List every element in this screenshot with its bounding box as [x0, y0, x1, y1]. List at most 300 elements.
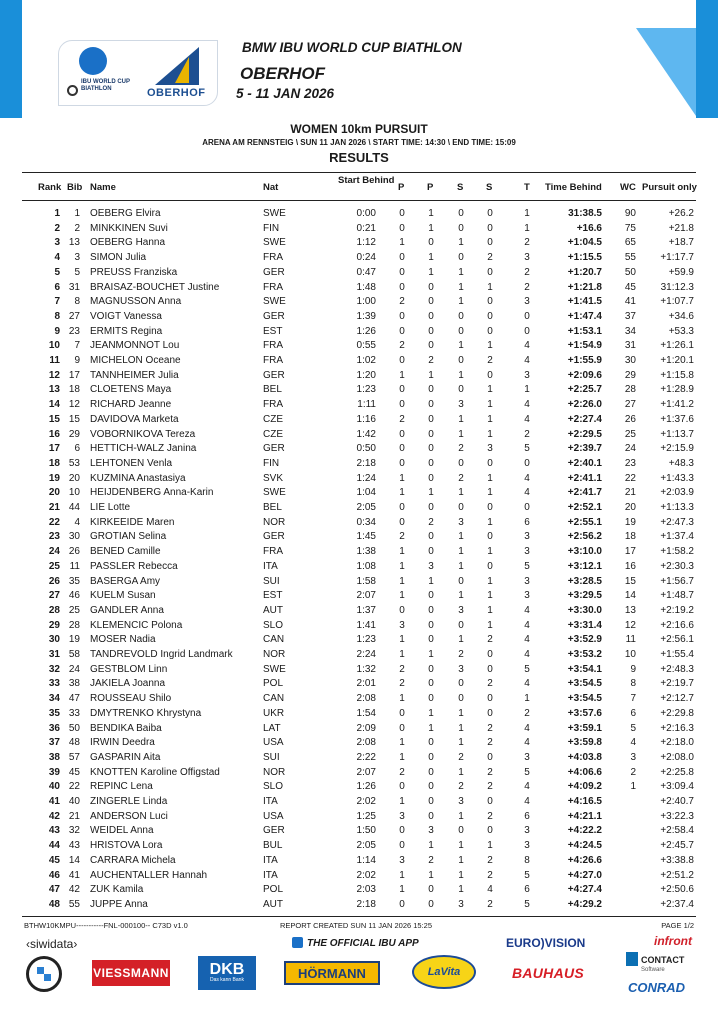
cell-pursuit-only: +2:58.4 [660, 825, 694, 837]
cell-total-misses: 4 [524, 487, 530, 499]
cell-pursuit-only: +2:12.7 [660, 693, 694, 705]
cell-start-behind: 2:09 [356, 722, 376, 734]
cell-bib: 25 [68, 604, 80, 616]
cell-wc-points: 2 [630, 766, 636, 778]
cell-wc-points: 90 [624, 208, 636, 219]
cell-start-behind: 1:00 [356, 296, 376, 308]
table-row [0, 442, 718, 456]
cell-prone-2: 0 [428, 693, 434, 705]
cell-start-behind: 0:47 [356, 266, 376, 278]
cell-standing-2: 1 [487, 619, 493, 631]
cell-bib: 30 [68, 531, 80, 543]
cell-pursuit-only: +2:03.9 [660, 487, 694, 499]
cell-total-misses: 4 [524, 619, 530, 631]
cell-time-behind: +3:54.5 [567, 678, 602, 690]
cell-prone-1: 1 [399, 472, 405, 484]
cell-athlete-name: ZUK Kamila [90, 884, 144, 896]
cell-standing-2: 0 [487, 693, 493, 705]
cell-athlete-name: ANDERSON Luci [90, 810, 168, 822]
cell-pursuit-only: +59.9 [668, 266, 694, 278]
cell-total-misses: 6 [524, 810, 530, 822]
table-row [0, 457, 718, 471]
cell-prone-1: 2 [399, 296, 405, 308]
table-row [0, 810, 718, 824]
cell-rank: 45 [48, 854, 60, 866]
cell-total-misses: 5 [524, 443, 530, 455]
cell-rank: 9 [54, 325, 60, 337]
cell-start-behind: 1:50 [356, 825, 376, 837]
cell-total-misses: 1 [524, 693, 530, 705]
cell-prone-1: 0 [399, 428, 405, 440]
cell-bib: 55 [68, 898, 80, 910]
cell-bib: 26 [68, 546, 80, 558]
cell-time-behind: +1:55.9 [567, 355, 602, 366]
cell-time-behind: +2:41.7 [567, 487, 602, 499]
cell-standing-1: 1 [458, 722, 464, 734]
cell-pursuit-only: +2:08.0 [660, 751, 694, 763]
cell-athlete-name: REPINC Lena [90, 781, 153, 793]
cell-athlete-name: CARRARA Michela [90, 854, 176, 866]
cell-total-misses: 4 [524, 737, 530, 749]
col-header-name: Name [90, 182, 116, 193]
cell-wc-points: 3 [630, 751, 636, 763]
cell-standing-2: 0 [487, 369, 493, 381]
cell-standing-1: 2 [458, 781, 464, 793]
cell-nation: USA [263, 810, 284, 822]
cell-rank: 24 [48, 546, 60, 558]
cell-total-misses: 4 [524, 340, 530, 352]
cell-standing-2: 1 [487, 281, 493, 293]
cell-athlete-name: PREUSS Franziska [90, 266, 178, 278]
table-row [0, 633, 718, 647]
cell-rank: 22 [48, 516, 60, 528]
cell-nation: GER [263, 310, 285, 322]
cell-prone-1: 1 [399, 737, 405, 749]
cell-start-behind: 1:26 [356, 781, 376, 793]
col-header-wc: WC [620, 182, 636, 193]
cell-time-behind: +3:28.5 [567, 575, 602, 587]
cell-nation: EST [263, 590, 283, 602]
cell-standing-1: 1 [458, 884, 464, 896]
cell-start-behind: 1:48 [356, 281, 376, 293]
table-row [0, 354, 718, 368]
table-row [0, 795, 718, 809]
cell-nation: NOR [263, 766, 286, 778]
cell-pursuit-only: +18.7 [668, 237, 694, 249]
cell-prone-2: 1 [428, 649, 434, 660]
cell-total-misses: 1 [524, 384, 530, 396]
cell-wc-points: 22 [624, 472, 636, 484]
cell-athlete-name: GANDLER Anna [90, 604, 164, 616]
cell-standing-1: 0 [458, 384, 464, 396]
cell-standing-1: 1 [458, 281, 464, 293]
cell-standing-2: 0 [487, 237, 493, 249]
cell-prone-1: 0 [399, 443, 405, 455]
cell-standing-1: 1 [458, 840, 464, 852]
cell-wc-points: 37 [624, 310, 636, 322]
cell-pursuit-only: +2:37.4 [660, 898, 694, 910]
cell-time-behind: +3:31.4 [567, 619, 602, 631]
cell-total-misses: 3 [524, 840, 530, 852]
cell-pursuit-only: +21.8 [668, 222, 694, 234]
cell-start-behind: 2:02 [356, 869, 376, 881]
cell-rank: 41 [48, 796, 60, 807]
cell-nation: SWE [263, 208, 286, 219]
cell-nation: FIN [263, 222, 280, 234]
infront-logo: infront [654, 934, 692, 948]
cell-standing-2: 0 [487, 208, 493, 219]
cell-bib: 14 [68, 854, 80, 866]
cell-pursuit-only: +2:51.2 [660, 869, 694, 881]
cell-pursuit-only: +2:25.8 [660, 766, 694, 778]
cell-prone-1: 3 [399, 619, 405, 631]
table-row [0, 736, 718, 750]
cell-nation: GER [263, 369, 285, 381]
cell-pursuit-only: +1:37.6 [660, 413, 694, 425]
cell-total-misses: 3 [524, 751, 530, 763]
cell-standing-1: 1 [458, 487, 464, 499]
cell-nation: POL [263, 884, 284, 896]
cell-start-behind: 2:05 [356, 840, 376, 852]
cell-rank: 1 [54, 208, 60, 219]
cell-time-behind: +1:15.5 [567, 252, 602, 264]
cell-prone-1: 0 [399, 898, 405, 910]
cell-pursuit-only: +2:45.7 [660, 840, 694, 852]
cell-prone-2: 0 [428, 531, 434, 543]
cell-bib: 31 [68, 281, 80, 293]
cell-rank: 38 [48, 751, 60, 763]
event-venue: OBERHOF [240, 64, 325, 83]
cell-prone-2: 0 [428, 590, 434, 602]
cell-bib: 2 [74, 222, 80, 234]
cell-nation: AUT [263, 604, 283, 616]
cell-total-misses: 3 [524, 252, 530, 264]
cell-prone-1: 0 [399, 516, 405, 528]
table-row [0, 369, 718, 383]
cell-total-misses: 3 [524, 296, 530, 308]
cell-nation: SUI [263, 751, 280, 763]
cell-wc-points: 9 [630, 663, 636, 675]
cell-standing-1: 1 [458, 296, 464, 308]
cell-prone-1: 2 [399, 340, 405, 352]
cell-rank: 25 [48, 560, 60, 572]
cell-start-behind: 1:41 [356, 619, 376, 631]
cell-standing-2: 0 [487, 222, 493, 234]
cell-start-behind: 1:37 [356, 604, 376, 616]
cell-time-behind: +4:21.1 [567, 810, 602, 822]
cell-prone-2: 1 [428, 487, 434, 499]
ibu-app-logo: THE OFFICIAL IBU APP [292, 937, 419, 949]
table-row [0, 413, 718, 427]
cell-prone-1: 0 [399, 840, 405, 852]
cell-pursuit-only: +48.3 [668, 457, 694, 469]
cell-start-behind: 2:08 [356, 693, 376, 705]
cell-nation: GER [263, 443, 285, 455]
cell-athlete-name: ZINGERLE Linda [90, 796, 168, 807]
cell-rank: 30 [48, 634, 60, 646]
cell-time-behind: +4:27.0 [567, 869, 602, 881]
cell-prone-2: 0 [428, 796, 434, 807]
cell-bib: 19 [68, 634, 80, 646]
cell-rank: 26 [48, 575, 60, 587]
cell-start-behind: 1:23 [356, 384, 376, 396]
cell-pursuit-only: +1:43.3 [660, 472, 694, 484]
cell-rank: 12 [48, 369, 60, 381]
cell-prone-2: 1 [428, 222, 434, 234]
cell-wc-points: 45 [624, 281, 636, 293]
cell-prone-2: 0 [428, 737, 434, 749]
cell-time-behind: +16.6 [576, 222, 602, 234]
cell-bib: 1 [74, 208, 80, 219]
cell-prone-2: 1 [428, 707, 434, 719]
cell-bib: 50 [68, 722, 80, 734]
footer-report-created: REPORT CREATED SUN 11 JAN 2026 15:25 [280, 921, 433, 930]
cell-standing-1: 1 [458, 707, 464, 719]
cell-pursuit-only: +1:26.1 [660, 340, 694, 352]
table-row [0, 325, 718, 339]
table-row [0, 619, 718, 633]
cell-prone-2: 0 [428, 546, 434, 558]
cell-prone-1: 0 [399, 457, 405, 469]
cell-bib: 45 [68, 766, 80, 778]
cell-standing-2: 1 [487, 604, 493, 616]
cell-prone-2: 0 [428, 340, 434, 352]
cell-bib: 57 [68, 751, 80, 763]
cell-rank: 5 [54, 266, 60, 278]
cell-total-misses: 0 [524, 502, 530, 513]
cell-time-behind: +1:53.1 [567, 325, 602, 337]
cell-standing-1: 0 [458, 310, 464, 322]
cell-prone-1: 2 [399, 766, 405, 778]
cell-time-behind: +1:20.7 [567, 266, 602, 278]
cell-standing-1: 1 [458, 531, 464, 543]
cell-standing-1: 1 [458, 428, 464, 440]
cell-prone-2: 1 [428, 252, 434, 264]
cell-bib: 17 [68, 369, 80, 381]
cell-total-misses: 3 [524, 825, 530, 837]
cell-nation: FIN [263, 457, 280, 469]
cell-athlete-name: SIMON Julia [90, 252, 147, 264]
cell-rank: 35 [48, 707, 60, 719]
cell-total-misses: 6 [524, 884, 530, 896]
cell-prone-1: 0 [399, 222, 405, 234]
cell-rank: 29 [48, 619, 60, 631]
cell-time-behind: +4:06.6 [567, 766, 602, 778]
cell-standing-1: 1 [458, 766, 464, 778]
table-row [0, 501, 718, 515]
footer-report-code: BTHW10KMPU-----------FNL-000100-- C73D v1.0 [24, 921, 188, 930]
cell-prone-1: 0 [399, 208, 405, 219]
cell-prone-2: 2 [428, 854, 434, 866]
table-row [0, 722, 718, 736]
col-header-standing-1: S [457, 182, 464, 193]
cell-prone-2: 0 [428, 310, 434, 322]
cell-wc-points: 23 [624, 457, 636, 469]
footer-divider [22, 916, 696, 917]
cell-total-misses: 5 [524, 898, 530, 910]
cell-prone-1: 1 [399, 649, 405, 660]
cell-standing-2: 1 [487, 840, 493, 852]
table-row [0, 869, 718, 883]
cell-nation: SLO [263, 619, 284, 631]
cell-standing-1: 2 [458, 472, 464, 484]
cell-standing-1: 1 [458, 266, 464, 278]
cell-standing-1: 0 [458, 325, 464, 337]
cell-bib: 6 [74, 443, 80, 455]
cell-prone-1: 1 [399, 869, 405, 881]
cell-start-behind: 0:34 [356, 516, 376, 528]
cell-standing-2: 1 [487, 487, 493, 499]
cell-rank: 13 [48, 384, 60, 396]
cell-start-behind: 2:07 [356, 590, 376, 602]
cell-wc-points: 55 [624, 252, 636, 264]
cell-start-behind: 2:02 [356, 796, 376, 807]
cell-total-misses: 4 [524, 796, 530, 807]
cell-rank: 7 [54, 296, 60, 308]
cell-prone-2: 0 [428, 898, 434, 910]
cell-standing-2: 2 [487, 869, 493, 881]
cell-prone-1: 0 [399, 252, 405, 264]
cell-athlete-name: ERMITS Regina [90, 325, 163, 337]
table-row [0, 281, 718, 295]
cell-prone-2: 0 [428, 884, 434, 896]
cell-nation: SWE [263, 237, 286, 249]
cell-standing-2: 2 [487, 898, 493, 910]
cell-prone-1: 0 [399, 325, 405, 337]
cell-standing-2: 3 [487, 443, 493, 455]
cell-start-behind: 1:39 [356, 310, 376, 322]
cell-bib: 12 [68, 399, 80, 411]
cell-start-behind: 1:08 [356, 560, 376, 572]
cell-standing-2: 0 [487, 502, 493, 513]
cell-standing-2: 4 [487, 884, 493, 896]
cell-prone-1: 3 [399, 810, 405, 822]
cell-rank: 46 [48, 869, 60, 881]
cell-athlete-name: GROTIAN Selina [90, 531, 167, 543]
cell-pursuit-only: +1:07.7 [660, 296, 694, 308]
cell-nation: GER [263, 266, 285, 278]
cell-pursuit-only: +26.2 [668, 208, 694, 219]
cell-wc-points: 12 [624, 619, 636, 631]
cell-pursuit-only: +3:09.4 [660, 781, 694, 793]
cell-pursuit-only: +53.3 [668, 325, 694, 337]
cell-wc-points: 27 [624, 399, 636, 411]
cell-bib: 38 [68, 678, 80, 690]
cell-bib: 5 [74, 266, 80, 278]
cell-start-behind: 1:38 [356, 546, 376, 558]
cell-prone-2: 0 [428, 619, 434, 631]
cell-rank: 36 [48, 722, 60, 734]
cell-start-behind: 2:08 [356, 737, 376, 749]
cell-standing-2: 0 [487, 649, 493, 660]
cell-pursuit-only: +2:18.0 [660, 737, 694, 749]
cell-athlete-name: WEIDEL Anna [90, 825, 154, 837]
cell-prone-1: 0 [399, 310, 405, 322]
results-heading: RESULTS [329, 150, 389, 165]
table-row [0, 383, 718, 397]
cell-wc-points: 1 [630, 781, 636, 793]
cell-nation: CAN [263, 693, 285, 705]
cell-nation: ITA [263, 869, 278, 881]
cell-standing-1: 2 [458, 649, 464, 660]
dkb-logo: DKB Das kann Bank [198, 956, 256, 990]
eurovision-logo: EURO)VISION [506, 936, 586, 950]
cell-rank: 14 [48, 399, 60, 411]
cell-time-behind: +2:55.1 [567, 516, 602, 528]
cell-nation: FRA [263, 546, 283, 558]
cell-nation: LAT [263, 722, 281, 734]
cell-start-behind: 2:07 [356, 766, 376, 778]
race-subtitle: ARENA AM RENNSTEIG \ SUN 11 JAN 2026 \ START TIME: 14:30 \ END TIME: 15:09 [202, 138, 516, 147]
cell-prone-1: 1 [399, 796, 405, 807]
cell-bib: 43 [68, 840, 80, 852]
cell-pursuit-only: +3:38.8 [660, 854, 694, 866]
cell-nation: GER [263, 531, 285, 543]
table-row [0, 236, 718, 250]
cell-standing-2: 0 [487, 707, 493, 719]
cell-prone-2: 0 [428, 634, 434, 646]
cell-standing-2: 1 [487, 384, 493, 396]
cell-prone-2: 0 [428, 604, 434, 616]
cell-pursuit-only: +1:13.3 [660, 502, 694, 513]
table-row [0, 898, 718, 912]
table-row [0, 339, 718, 353]
cell-wc-points: 41 [624, 296, 636, 308]
cell-athlete-name: KUELM Susan [90, 590, 156, 602]
cell-pursuit-only: +2:40.7 [660, 796, 694, 807]
cell-prone-1: 2 [399, 678, 405, 690]
cell-bib: 22 [68, 781, 80, 793]
cell-bib: 24 [68, 663, 80, 675]
cell-standing-2: 0 [487, 560, 493, 572]
cell-wc-points: 18 [624, 531, 636, 543]
cell-time-behind: +1:41.5 [567, 296, 602, 308]
cell-start-behind: 2:18 [356, 898, 376, 910]
table-row [0, 486, 718, 500]
cell-time-behind: 31:38.5 [568, 208, 602, 219]
cell-total-misses: 3 [524, 531, 530, 543]
hormann-logo: HÖRMANN [284, 961, 380, 985]
cell-bib: 28 [68, 619, 80, 631]
cell-standing-2: 0 [487, 663, 493, 675]
cell-standing-2: 2 [487, 781, 493, 793]
cell-athlete-name: LIE Lotte [90, 502, 131, 513]
bmw-logo-icon [26, 956, 62, 992]
cell-rank: 16 [48, 428, 60, 440]
cell-prone-1: 1 [399, 693, 405, 705]
cell-prone-1: 2 [399, 663, 405, 675]
cell-total-misses: 2 [524, 428, 530, 440]
cell-bib: 42 [68, 884, 80, 896]
table-row [0, 575, 718, 589]
cell-prone-1: 0 [399, 355, 405, 366]
cell-wc-points: 15 [624, 575, 636, 587]
cell-start-behind: 1:42 [356, 428, 376, 440]
cell-bib: 8 [74, 296, 80, 308]
cell-prone-1: 0 [399, 825, 405, 837]
cell-time-behind: +2:41.1 [567, 472, 602, 484]
cell-time-behind: +3:59.1 [567, 722, 602, 734]
cell-standing-2: 0 [487, 325, 493, 337]
cell-prone-1: 0 [399, 722, 405, 734]
cell-standing-1: 1 [458, 590, 464, 602]
cell-rank: 39 [48, 766, 60, 778]
cell-prone-2: 0 [428, 810, 434, 822]
cell-athlete-name: DAVIDOVA Marketa [90, 413, 179, 425]
cell-total-misses: 5 [524, 869, 530, 881]
cell-wc-points: 75 [624, 222, 636, 234]
cell-pursuit-only: +2:47.3 [660, 516, 694, 528]
